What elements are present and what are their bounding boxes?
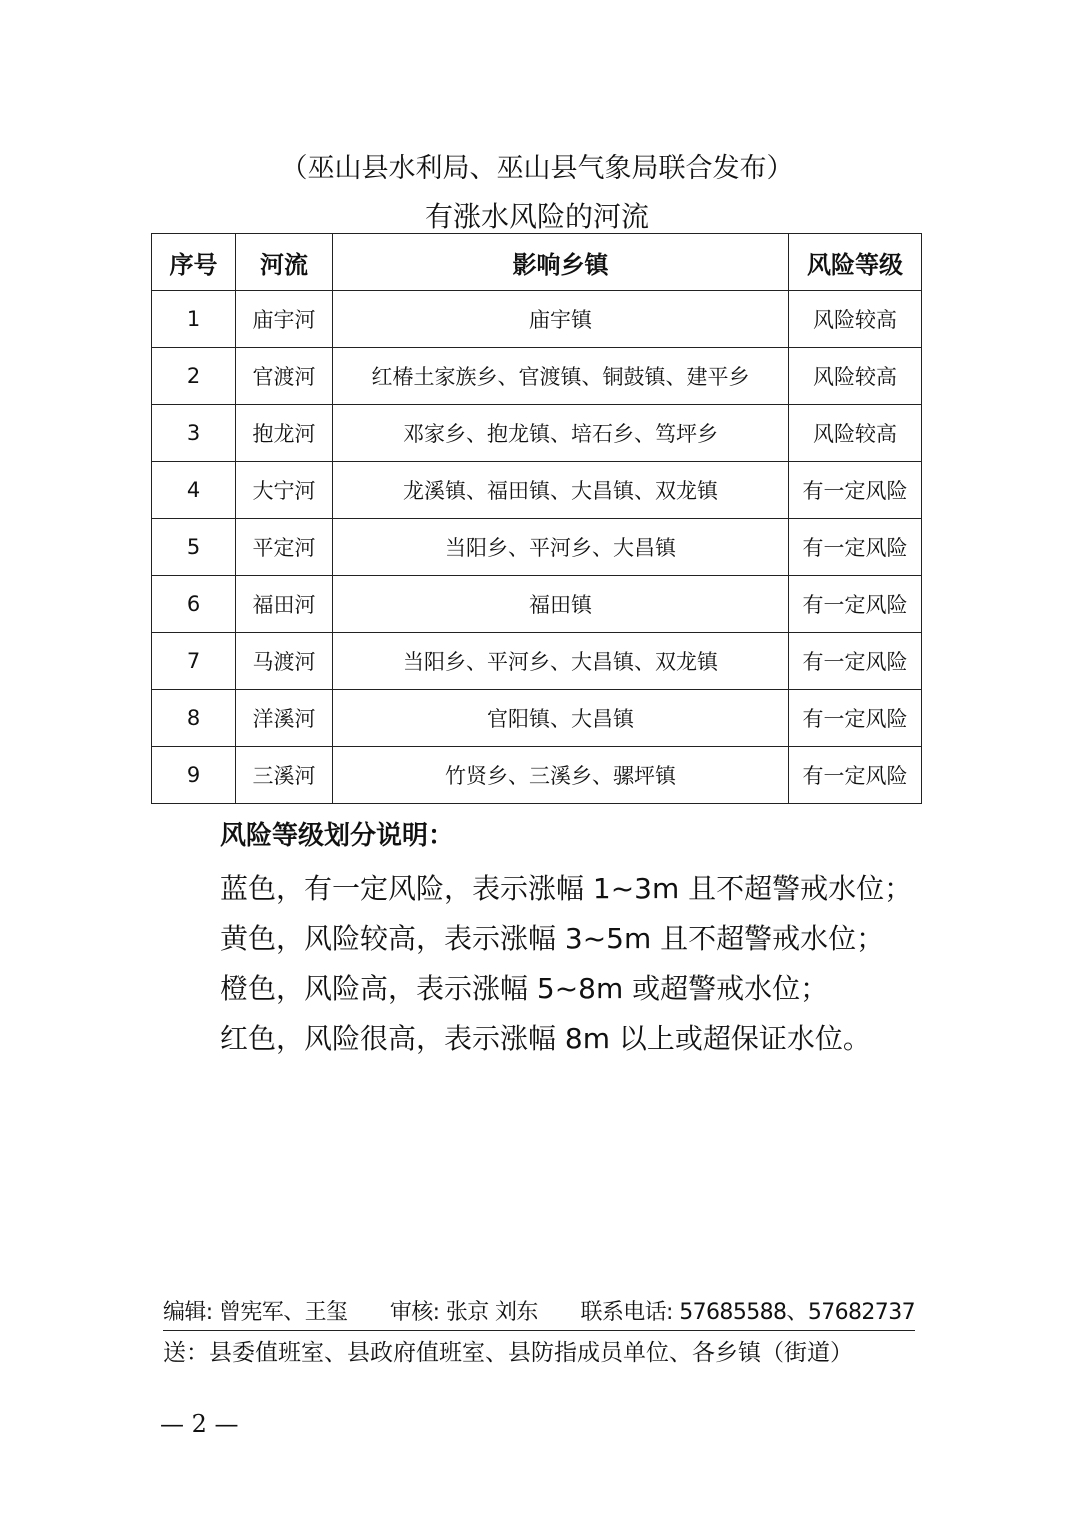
- table-header-row: [152, 234, 922, 291]
- page-number: — 2 —: [160, 1410, 239, 1438]
- footer-contact: 联系电话: 57685588、57682737: [580, 1300, 915, 1325]
- cell-risk: 有一定风险: [789, 690, 922, 747]
- footer-recipients: 送：县委值班室、县政府值班室、县防指成员单位、各乡镇（街道）: [163, 1340, 853, 1366]
- table-title: 有涨水风险的河流: [424, 200, 649, 233]
- cell-towns: 红椿土家族乡、官渡镇、铜鼓镇、建平乡: [333, 348, 789, 405]
- footer-credits: [163, 1298, 915, 1331]
- document-footer: [163, 1298, 915, 1373]
- cell-risk: 有一定风险: [789, 519, 922, 576]
- cell-river: 三溪河: [236, 747, 333, 804]
- cell-river: 大宁河: [236, 462, 333, 519]
- cell-number: 1: [152, 291, 236, 348]
- cell-number: 8: [152, 690, 236, 747]
- cell-number: 6: [152, 576, 236, 633]
- legend-line-orange: 橙色，风险高，表示涨幅 5~8m 或超警戒水位；: [220, 972, 829, 1005]
- cell-number: 5: [152, 519, 236, 576]
- cell-towns: 当阳乡、平河乡、大昌镇: [333, 519, 789, 576]
- cell-number: 4: [152, 462, 236, 519]
- cell-river: 洋溪河: [236, 690, 333, 747]
- table-row: [152, 690, 922, 747]
- table-row: [152, 576, 922, 633]
- table-row: [152, 633, 922, 690]
- publisher-line: （巫山县水利局、巫山县气象局联合发布）: [280, 153, 794, 184]
- col-header-river: 河流: [236, 234, 333, 291]
- footer-editor: 编辑: 曾宪军、王玺: [163, 1300, 348, 1325]
- risk-level-legend: [220, 818, 980, 1064]
- legend-line-blue: 蓝色，有一定风险，表示涨幅 1~3m 且不超警戒水位；: [220, 872, 913, 905]
- cell-number: 2: [152, 348, 236, 405]
- cell-river: 平定河: [236, 519, 333, 576]
- col-header-risk: 风险等级: [789, 234, 922, 291]
- cell-river: 马渡河: [236, 633, 333, 690]
- cell-risk: 有一定风险: [789, 462, 922, 519]
- cell-risk: 有一定风险: [789, 633, 922, 690]
- cell-towns: 邓家乡、抱龙镇、培石乡、笃坪乡: [333, 405, 789, 462]
- cell-number: 3: [152, 405, 236, 462]
- cell-risk: 风险较高: [789, 348, 922, 405]
- legend-line-yellow: 黄色，风险较高，表示涨幅 3~5m 且不超警戒水位；: [220, 922, 885, 955]
- legend-heading: 风险等级划分说明：: [220, 821, 455, 851]
- legend-line-red: 红色，风险很高，表示涨幅 8m 以上或超保证水位。: [220, 1022, 871, 1055]
- cell-risk: 有一定风险: [789, 747, 922, 804]
- cell-towns: 官阳镇、大昌镇: [333, 690, 789, 747]
- table-row: [152, 747, 922, 804]
- risk-rivers-table: [151, 233, 922, 804]
- cell-towns: 当阳乡、平河乡、大昌镇、双龙镇: [333, 633, 789, 690]
- table-row: [152, 462, 922, 519]
- cell-number: 9: [152, 747, 236, 804]
- cell-river: 官渡河: [236, 348, 333, 405]
- cell-towns: 庙宇镇: [333, 291, 789, 348]
- cell-river: 抱龙河: [236, 405, 333, 462]
- cell-towns: 福田镇: [333, 576, 789, 633]
- cell-risk: 风险较高: [789, 291, 922, 348]
- cell-towns: 竹贤乡、三溪乡、骡坪镇: [333, 747, 789, 804]
- cell-risk: 风险较高: [789, 405, 922, 462]
- table-row: [152, 519, 922, 576]
- table-row: [152, 405, 922, 462]
- col-header-towns: 影响乡镇: [333, 234, 789, 291]
- cell-towns: 龙溪镇、福田镇、大昌镇、双龙镇: [333, 462, 789, 519]
- cell-river: 庙宇河: [236, 291, 333, 348]
- cell-risk: 有一定风险: [789, 576, 922, 633]
- table-row: [152, 348, 922, 405]
- cell-number: 7: [152, 633, 236, 690]
- footer-reviewer: 审核: 张京 刘东: [389, 1300, 538, 1325]
- col-header-number: 序号: [152, 234, 236, 291]
- cell-river: 福田河: [236, 576, 333, 633]
- table-row: [152, 291, 922, 348]
